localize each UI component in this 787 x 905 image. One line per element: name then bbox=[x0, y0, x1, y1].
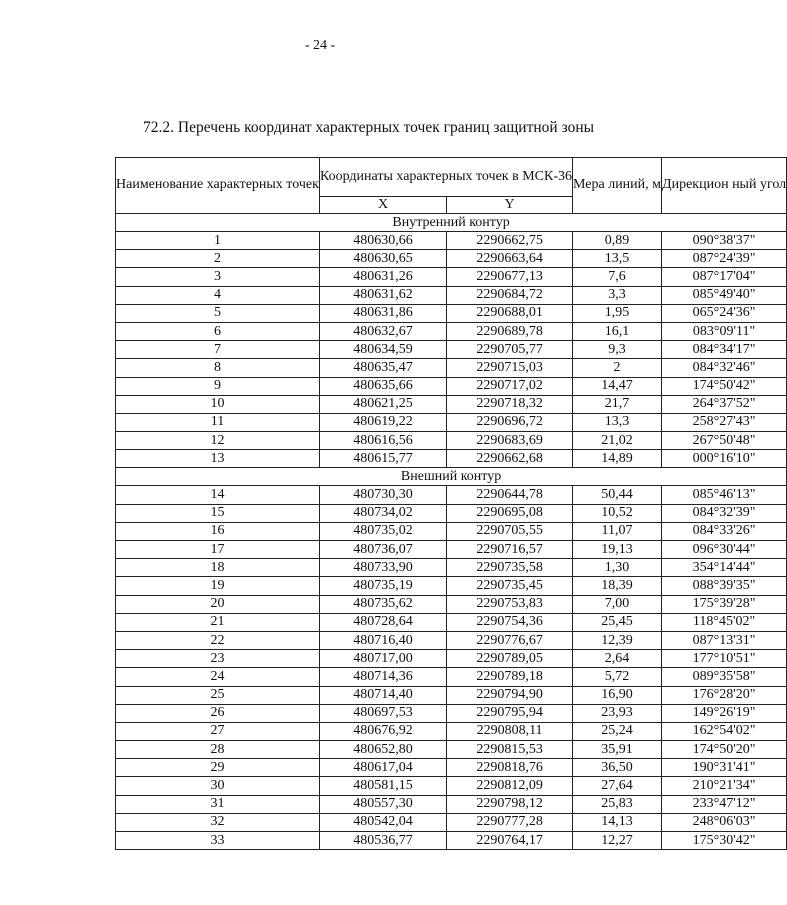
x-coordinate-cell: 480716,40 bbox=[319, 631, 446, 649]
table-row bbox=[116, 504, 787, 522]
point-number-cell: 9 bbox=[116, 377, 320, 395]
point-number-cell: 3 bbox=[116, 268, 320, 286]
direction-angle-cell: 118°45'02" bbox=[662, 613, 787, 631]
coordinates-table-body bbox=[116, 214, 787, 850]
y-coordinate-cell: 2290815,53 bbox=[447, 741, 573, 759]
table-row bbox=[116, 813, 787, 831]
x-coordinate-cell: 480631,62 bbox=[319, 286, 446, 304]
line-length-cell: 1,30 bbox=[573, 559, 662, 577]
x-coordinate-cell: 480652,80 bbox=[319, 741, 446, 759]
line-length-cell: 12,39 bbox=[573, 631, 662, 649]
line-length-cell: 1,95 bbox=[573, 304, 662, 322]
x-coordinate-cell: 480735,19 bbox=[319, 577, 446, 595]
table-row bbox=[116, 304, 787, 322]
x-coordinate-cell: 480714,40 bbox=[319, 686, 446, 704]
line-length-cell: 21,02 bbox=[573, 432, 662, 450]
line-length-cell: 13,5 bbox=[573, 250, 662, 268]
x-coordinate-cell: 480615,77 bbox=[319, 450, 446, 468]
point-number-cell: 26 bbox=[116, 704, 320, 722]
point-number-cell: 2 bbox=[116, 250, 320, 268]
y-coordinate-cell: 2290688,01 bbox=[447, 304, 573, 322]
direction-angle-cell: 267°50'48" bbox=[662, 432, 787, 450]
y-coordinate-cell: 2290794,90 bbox=[447, 686, 573, 704]
table-row bbox=[116, 595, 787, 613]
direction-angle-cell: 175°30'42" bbox=[662, 832, 787, 850]
table-row bbox=[116, 486, 787, 504]
line-length-cell: 14,89 bbox=[573, 450, 662, 468]
table-row bbox=[116, 250, 787, 268]
table-row bbox=[116, 795, 787, 813]
table-row bbox=[116, 832, 787, 850]
line-length-cell: 2 bbox=[573, 359, 662, 377]
y-coordinate-cell: 2290789,18 bbox=[447, 668, 573, 686]
direction-angle-cell: 354°14'44" bbox=[662, 559, 787, 577]
line-length-cell: 13,3 bbox=[573, 413, 662, 431]
x-coordinate-cell: 480635,66 bbox=[319, 377, 446, 395]
direction-angle-cell: 085°49'40" bbox=[662, 286, 787, 304]
y-coordinate-cell: 2290795,94 bbox=[447, 704, 573, 722]
point-number-cell: 27 bbox=[116, 722, 320, 740]
y-coordinate-cell: 2290677,13 bbox=[447, 268, 573, 286]
table-row bbox=[116, 450, 787, 468]
y-coordinate-cell: 2290662,75 bbox=[447, 232, 573, 250]
table-row bbox=[116, 522, 787, 540]
line-length-cell: 12,27 bbox=[573, 832, 662, 850]
document-heading: 72.2. Перечень координат характерных точек границ защитной зоны bbox=[143, 119, 595, 136]
direction-angle-cell: 096°30'44" bbox=[662, 541, 787, 559]
y-coordinate-cell: 2290644,78 bbox=[447, 486, 573, 504]
y-coordinate-cell: 2290808,11 bbox=[447, 722, 573, 740]
header-coordinates: Координаты характерных точек в МСК-36 bbox=[319, 158, 572, 197]
table-row bbox=[116, 413, 787, 431]
x-coordinate-cell: 480697,53 bbox=[319, 704, 446, 722]
table-row bbox=[116, 541, 787, 559]
x-coordinate-cell: 480717,00 bbox=[319, 650, 446, 668]
direction-angle-cell: 258°27'43" bbox=[662, 413, 787, 431]
point-number-cell: 29 bbox=[116, 759, 320, 777]
x-coordinate-cell: 480621,25 bbox=[319, 395, 446, 413]
table-row bbox=[116, 377, 787, 395]
section-row bbox=[116, 468, 787, 486]
point-number-cell: 28 bbox=[116, 741, 320, 759]
direction-angle-cell: 176°28'20" bbox=[662, 686, 787, 704]
point-number-cell: 25 bbox=[116, 686, 320, 704]
direction-angle-cell: 000°16'10" bbox=[662, 450, 787, 468]
table-row bbox=[116, 268, 787, 286]
y-coordinate-cell: 2290662,68 bbox=[447, 450, 573, 468]
point-number-cell: 31 bbox=[116, 795, 320, 813]
page-number: - 24 - bbox=[304, 38, 336, 53]
table-row bbox=[116, 650, 787, 668]
direction-angle-cell: 175°39'28" bbox=[662, 595, 787, 613]
x-coordinate-cell: 480634,59 bbox=[319, 341, 446, 359]
line-length-cell: 14,13 bbox=[573, 813, 662, 831]
x-coordinate-cell: 480631,86 bbox=[319, 304, 446, 322]
line-length-cell: 18,39 bbox=[573, 577, 662, 595]
line-length-cell: 19,13 bbox=[573, 541, 662, 559]
point-number-cell: 10 bbox=[116, 395, 320, 413]
direction-angle-cell: 084°34'17" bbox=[662, 341, 787, 359]
direction-angle-cell: 087°13'31" bbox=[662, 631, 787, 649]
y-coordinate-cell: 2290789,05 bbox=[447, 650, 573, 668]
point-number-cell: 14 bbox=[116, 486, 320, 504]
point-number-cell: 19 bbox=[116, 577, 320, 595]
point-number-cell: 32 bbox=[116, 813, 320, 831]
direction-angle-cell: 084°33'26" bbox=[662, 522, 787, 540]
x-coordinate-cell: 480557,30 bbox=[319, 795, 446, 813]
header-direction-angle: Дирекцион ный угол bbox=[662, 158, 787, 214]
y-coordinate-cell: 2290695,08 bbox=[447, 504, 573, 522]
line-length-cell: 14,47 bbox=[573, 377, 662, 395]
line-length-cell: 3,3 bbox=[573, 286, 662, 304]
table-row bbox=[116, 741, 787, 759]
y-coordinate-cell: 2290776,67 bbox=[447, 631, 573, 649]
direction-angle-cell: 264°37'52" bbox=[662, 395, 787, 413]
direction-angle-cell: 084°32'46" bbox=[662, 359, 787, 377]
point-number-cell: 7 bbox=[116, 341, 320, 359]
line-length-cell: 11,07 bbox=[573, 522, 662, 540]
x-coordinate-cell: 480632,67 bbox=[319, 322, 446, 340]
line-length-cell: 16,1 bbox=[573, 322, 662, 340]
coordinates-table bbox=[115, 157, 787, 850]
header-y: Y bbox=[447, 197, 573, 214]
header-point-name: Наименование характерных точек bbox=[116, 158, 320, 214]
x-coordinate-cell: 480730,30 bbox=[319, 486, 446, 504]
table-row bbox=[116, 322, 787, 340]
x-coordinate-cell: 480733,90 bbox=[319, 559, 446, 577]
point-number-cell: 22 bbox=[116, 631, 320, 649]
line-length-cell: 36,50 bbox=[573, 759, 662, 777]
x-coordinate-cell: 480542,04 bbox=[319, 813, 446, 831]
x-coordinate-cell: 480581,15 bbox=[319, 777, 446, 795]
y-coordinate-cell: 2290753,83 bbox=[447, 595, 573, 613]
section-title: Внутренний контур bbox=[116, 214, 787, 232]
y-coordinate-cell: 2290715,03 bbox=[447, 359, 573, 377]
point-number-cell: 30 bbox=[116, 777, 320, 795]
y-coordinate-cell: 2290754,36 bbox=[447, 613, 573, 631]
direction-angle-cell: 210°21'34" bbox=[662, 777, 787, 795]
line-length-cell: 23,93 bbox=[573, 704, 662, 722]
direction-angle-cell: 149°26'19" bbox=[662, 704, 787, 722]
point-number-cell: 24 bbox=[116, 668, 320, 686]
x-coordinate-cell: 480617,04 bbox=[319, 759, 446, 777]
line-length-cell: 21,7 bbox=[573, 395, 662, 413]
y-coordinate-cell: 2290798,12 bbox=[447, 795, 573, 813]
table-row bbox=[116, 759, 787, 777]
line-length-cell: 50,44 bbox=[573, 486, 662, 504]
table-row bbox=[116, 232, 787, 250]
x-coordinate-cell: 480631,26 bbox=[319, 268, 446, 286]
x-coordinate-cell: 480635,47 bbox=[319, 359, 446, 377]
point-number-cell: 1 bbox=[116, 232, 320, 250]
direction-angle-cell: 085°46'13" bbox=[662, 486, 787, 504]
point-number-cell: 12 bbox=[116, 432, 320, 450]
direction-angle-cell: 087°17'04" bbox=[662, 268, 787, 286]
point-number-cell: 11 bbox=[116, 413, 320, 431]
x-coordinate-cell: 480536,77 bbox=[319, 832, 446, 850]
direction-angle-cell: 162°54'02" bbox=[662, 722, 787, 740]
y-coordinate-cell: 2290777,28 bbox=[447, 813, 573, 831]
y-coordinate-cell: 2290696,72 bbox=[447, 413, 573, 431]
x-coordinate-cell: 480736,07 bbox=[319, 541, 446, 559]
direction-angle-cell: 087°24'39" bbox=[662, 250, 787, 268]
y-coordinate-cell: 2290716,57 bbox=[447, 541, 573, 559]
direction-angle-cell: 089°35'58" bbox=[662, 668, 787, 686]
y-coordinate-cell: 2290705,77 bbox=[447, 341, 573, 359]
direction-angle-cell: 248°06'03" bbox=[662, 813, 787, 831]
x-coordinate-cell: 480714,36 bbox=[319, 668, 446, 686]
line-length-cell: 7,6 bbox=[573, 268, 662, 286]
x-coordinate-cell: 480735,62 bbox=[319, 595, 446, 613]
table-row bbox=[116, 631, 787, 649]
y-coordinate-cell: 2290689,78 bbox=[447, 322, 573, 340]
table-row bbox=[116, 722, 787, 740]
line-length-cell: 9,3 bbox=[573, 341, 662, 359]
line-length-cell: 5,72 bbox=[573, 668, 662, 686]
x-coordinate-cell: 480728,64 bbox=[319, 613, 446, 631]
direction-angle-cell: 090°38'37" bbox=[662, 232, 787, 250]
x-coordinate-cell: 480616,56 bbox=[319, 432, 446, 450]
table-row bbox=[116, 559, 787, 577]
table-row bbox=[116, 704, 787, 722]
x-coordinate-cell: 480676,92 bbox=[319, 722, 446, 740]
table-row bbox=[116, 359, 787, 377]
point-number-cell: 4 bbox=[116, 286, 320, 304]
direction-angle-cell: 088°39'35" bbox=[662, 577, 787, 595]
y-coordinate-cell: 2290718,32 bbox=[447, 395, 573, 413]
y-coordinate-cell: 2290684,72 bbox=[447, 286, 573, 304]
header-x: X bbox=[319, 197, 446, 214]
direction-angle-cell: 174°50'20" bbox=[662, 741, 787, 759]
x-coordinate-cell: 480630,65 bbox=[319, 250, 446, 268]
section-row bbox=[116, 214, 787, 232]
line-length-cell: 27,64 bbox=[573, 777, 662, 795]
line-length-cell: 35,91 bbox=[573, 741, 662, 759]
line-length-cell: 7,00 bbox=[573, 595, 662, 613]
direction-angle-cell: 083°09'11" bbox=[662, 322, 787, 340]
table-row bbox=[116, 613, 787, 631]
table-row bbox=[116, 777, 787, 795]
point-number-cell: 33 bbox=[116, 832, 320, 850]
direction-angle-cell: 233°47'12" bbox=[662, 795, 787, 813]
header-line-length: Мера линий, м bbox=[573, 158, 662, 214]
section-title: Внешний контур bbox=[116, 468, 787, 486]
table-row bbox=[116, 668, 787, 686]
direction-angle-cell: 177°10'51" bbox=[662, 650, 787, 668]
point-number-cell: 23 bbox=[116, 650, 320, 668]
direction-angle-cell: 084°32'39" bbox=[662, 504, 787, 522]
line-length-cell: 25,24 bbox=[573, 722, 662, 740]
y-coordinate-cell: 2290812,09 bbox=[447, 777, 573, 795]
y-coordinate-cell: 2290735,58 bbox=[447, 559, 573, 577]
table-row bbox=[116, 686, 787, 704]
point-number-cell: 18 bbox=[116, 559, 320, 577]
y-coordinate-cell: 2290735,45 bbox=[447, 577, 573, 595]
y-coordinate-cell: 2290818,76 bbox=[447, 759, 573, 777]
line-length-cell: 2,64 bbox=[573, 650, 662, 668]
direction-angle-cell: 065°24'36" bbox=[662, 304, 787, 322]
point-number-cell: 6 bbox=[116, 322, 320, 340]
table-row bbox=[116, 395, 787, 413]
direction-angle-cell: 190°31'41" bbox=[662, 759, 787, 777]
table-row bbox=[116, 286, 787, 304]
line-length-cell: 25,45 bbox=[573, 613, 662, 631]
y-coordinate-cell: 2290663,64 bbox=[447, 250, 573, 268]
direction-angle-cell: 174°50'42" bbox=[662, 377, 787, 395]
point-number-cell: 15 bbox=[116, 504, 320, 522]
line-length-cell: 25,83 bbox=[573, 795, 662, 813]
y-coordinate-cell: 2290717,02 bbox=[447, 377, 573, 395]
table-row bbox=[116, 432, 787, 450]
x-coordinate-cell: 480735,02 bbox=[319, 522, 446, 540]
x-coordinate-cell: 480619,22 bbox=[319, 413, 446, 431]
line-length-cell: 0,89 bbox=[573, 232, 662, 250]
line-length-cell: 10,52 bbox=[573, 504, 662, 522]
x-coordinate-cell: 480630,66 bbox=[319, 232, 446, 250]
table-row bbox=[116, 341, 787, 359]
y-coordinate-cell: 2290683,69 bbox=[447, 432, 573, 450]
point-number-cell: 21 bbox=[116, 613, 320, 631]
x-coordinate-cell: 480734,02 bbox=[319, 504, 446, 522]
y-coordinate-cell: 2290705,55 bbox=[447, 522, 573, 540]
y-coordinate-cell: 2290764,17 bbox=[447, 832, 573, 850]
point-number-cell: 8 bbox=[116, 359, 320, 377]
point-number-cell: 20 bbox=[116, 595, 320, 613]
table-row bbox=[116, 577, 787, 595]
point-number-cell: 13 bbox=[116, 450, 320, 468]
point-number-cell: 16 bbox=[116, 522, 320, 540]
point-number-cell: 17 bbox=[116, 541, 320, 559]
point-number-cell: 5 bbox=[116, 304, 320, 322]
line-length-cell: 16,90 bbox=[573, 686, 662, 704]
